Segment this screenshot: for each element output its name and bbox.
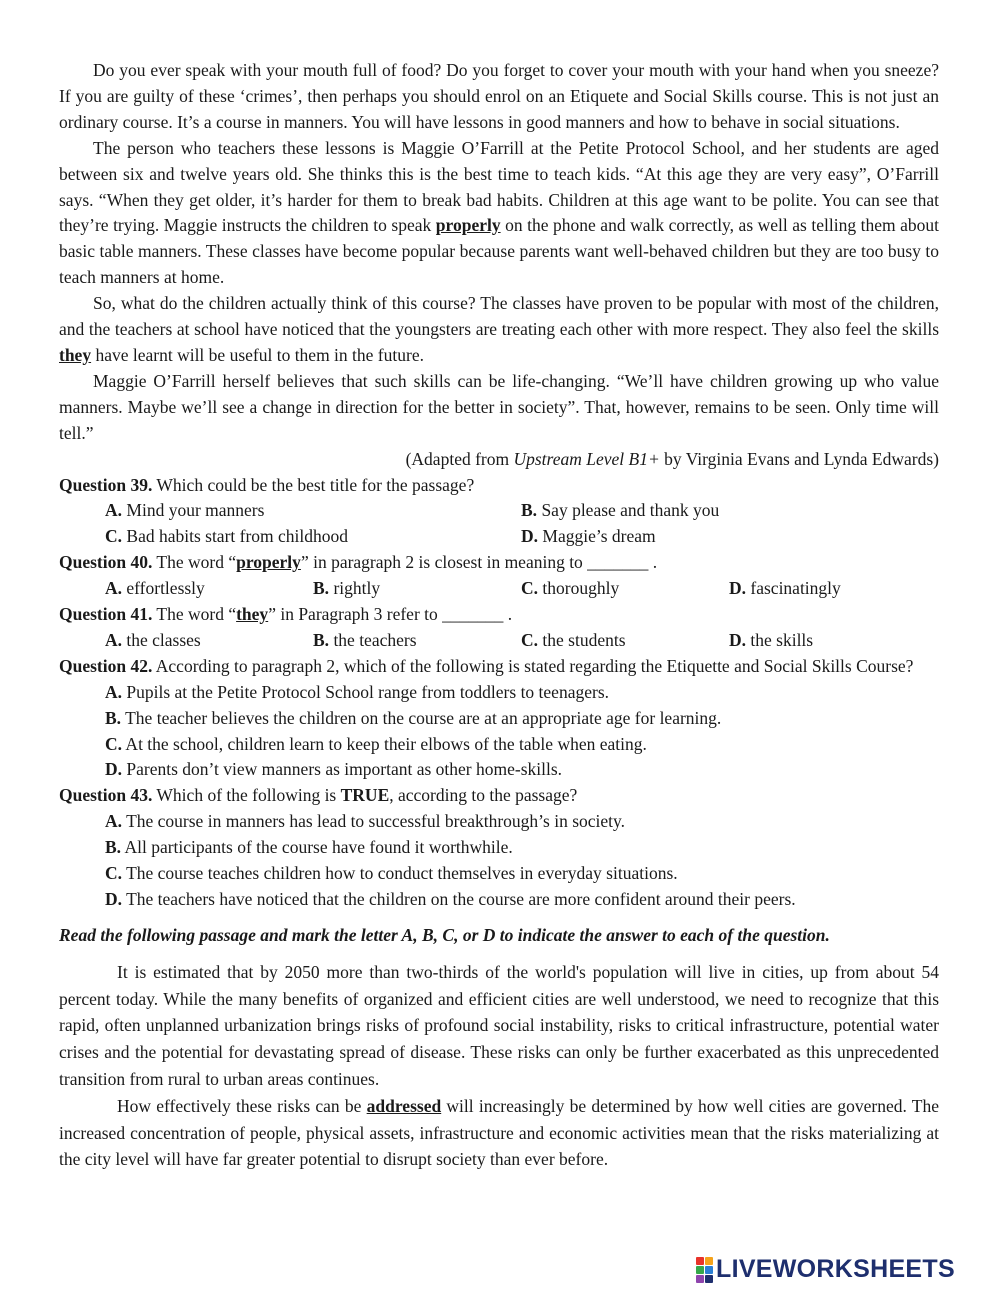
q41-option-c[interactable]: C. the students <box>521 629 626 650</box>
q39-option-d[interactable]: D. Maggie’s dream <box>521 526 656 547</box>
passage1-paragraph-3: So, what do the children actually think of this course? The classes have proven to be popular with most of the children, and the teachers at school have noticed that the youngsters are treating each other with more respect. They also feel the skills they have learnt will be useful to them in the future. <box>59 293 939 365</box>
q40-option-a[interactable]: A. effortlessly <box>105 578 205 599</box>
question-43: Question 43. Which of the following is TRUE, according to the passage? <box>59 785 578 806</box>
question-39: Question 39. Which could be the best title for the passage? <box>59 474 475 495</box>
logo-block <box>705 1257 713 1265</box>
logo-block <box>696 1275 704 1283</box>
q43-option-c[interactable]: C. The course teaches children how to conduct themselves in everyday situations. <box>105 863 678 884</box>
question-39-options-row-2 <box>59 524 939 550</box>
keyword-they: they <box>59 344 92 365</box>
question-39-options-row-1 <box>59 498 939 524</box>
question-40: Question 40. The word “properly” in paragraph 2 is closest in meaning to _______ . <box>59 552 658 573</box>
worksheet-page <box>59 58 939 1173</box>
q41-option-a[interactable]: A. the classes <box>105 629 201 650</box>
logo-block <box>696 1266 704 1274</box>
logo-block <box>705 1266 713 1274</box>
q42-option-a[interactable]: A. Pupils at the Petite Protocol School range from toddlers to teenagers. <box>105 681 609 702</box>
logo-block <box>696 1257 704 1265</box>
passage2-paragraph-2: How effectively these risks can be addressed will increasingly be determined by how well cities are governed. The increased concentration of people, physical assets, infrastructure and economic activities mean that the risks materializing at the city level will have far greater potential to disrupt society than ever before. <box>59 1095 939 1170</box>
section-instruction: Read the following passage and mark the letter A, B, C, or D to indicate the answer to each of the question. <box>59 924 830 945</box>
question-41-options <box>59 628 939 654</box>
q39-option-b[interactable]: B. Say please and thank you <box>521 500 720 521</box>
passage-source: (Adapted from Upstream Level B1+ by Virginia Evans and Lynda Edwards) <box>405 448 939 469</box>
keyword-properly: properly <box>435 215 501 236</box>
question-42: Question 42. According to paragraph 2, which of the following is stated regarding the Etiquette and Social Skills Course? <box>59 655 914 676</box>
logo-blocks-icon <box>696 1257 713 1283</box>
logo-block <box>705 1275 713 1283</box>
passage1-paragraph-2: The person who teachers these lessons is Maggie O’Farrill at the Petite Protocol School, and her students are aged between six and twelve years old. She thinks this is the best time to teach kids. “At this age they are very easy”, O’Farrill says. “When they get older, it’s harder for them to break bad habits. Children at this age want to be polite. You can see that they’re trying. Maggie instructs the children to speak properly on the phone and walk correctly, as well as telling them about basic table manners. These classes have become popular because parents want well-behaved children but they are too busy to teach manners at home. <box>59 137 939 288</box>
q41-option-b[interactable]: B. the teachers <box>313 629 417 650</box>
q43-option-b[interactable]: B. All participants of the course have found it worthwhile. <box>105 837 513 858</box>
question-41: Question 41. The word “they” in Paragraph 3 refer to _______ . <box>59 604 513 625</box>
q40-option-d[interactable]: D. fascinatingly <box>729 578 841 599</box>
passage1-paragraph-1: Do you ever speak with your mouth full of food? Do you forget to cover your mouth with your hand when you sneeze? If you are guilty of these ‘crimes’, then perhaps you should enrol on an Etiquete and Social Skills course. This is not just an ordinary course. It’s a course in manners. You will have lessons in good manners and how to behave in social situations. <box>59 60 939 132</box>
logo-text: LIVEWORKSHEETS <box>716 1255 955 1283</box>
q40-option-c[interactable]: C. thoroughly <box>521 578 620 599</box>
question-40-options <box>59 576 939 602</box>
q43-option-a[interactable]: A. The course in manners has lead to successful breakthrough’s in society. <box>105 811 626 832</box>
passage1-paragraph-4: Maggie O’Farrill herself believes that such skills can be life-changing. “We’ll have children growing up who value manners. Maybe we’ll see a change in direction for the better in society”. That, however, remains to be seen. Only time will tell.” <box>59 370 939 443</box>
liveworksheets-logo <box>696 1255 955 1284</box>
q42-option-c[interactable]: C. At the school, children learn to keep their elbows of the table when eating. <box>105 733 647 754</box>
q39-option-c[interactable]: C. Bad habits start from childhood <box>105 526 349 547</box>
q42-option-d[interactable]: D. Parents don’t view manners as important as other home-skills. <box>105 759 563 780</box>
q43-option-d[interactable]: D. The teachers have noticed that the children on the course are more confident around their peers. <box>105 889 796 909</box>
keyword-addressed: addressed <box>366 1095 442 1116</box>
passage2-paragraph-1: It is estimated that by 2050 more than two-thirds of the world's population will live in cities, up from about 54 percent today. While the many benefits of organized and efficient cities are well understood, we need to recognize that this rapid, often unplanned urbanization brings risks of profound social instability, risks to critical infrastructure, potential water crises and the potential for devastating spread of disease. These risks can only be further exacerbated as this unprecedented transition from rural to urban areas continues. <box>59 961 939 1089</box>
q41-option-d[interactable]: D. the skills <box>729 629 814 650</box>
q39-option-a[interactable]: A. Mind your manners <box>105 500 265 521</box>
q40-option-b[interactable]: B. rightly <box>313 578 381 599</box>
q42-option-b[interactable]: B. The teacher believes the children on the course are at an appropriate age for learning. <box>105 707 722 728</box>
